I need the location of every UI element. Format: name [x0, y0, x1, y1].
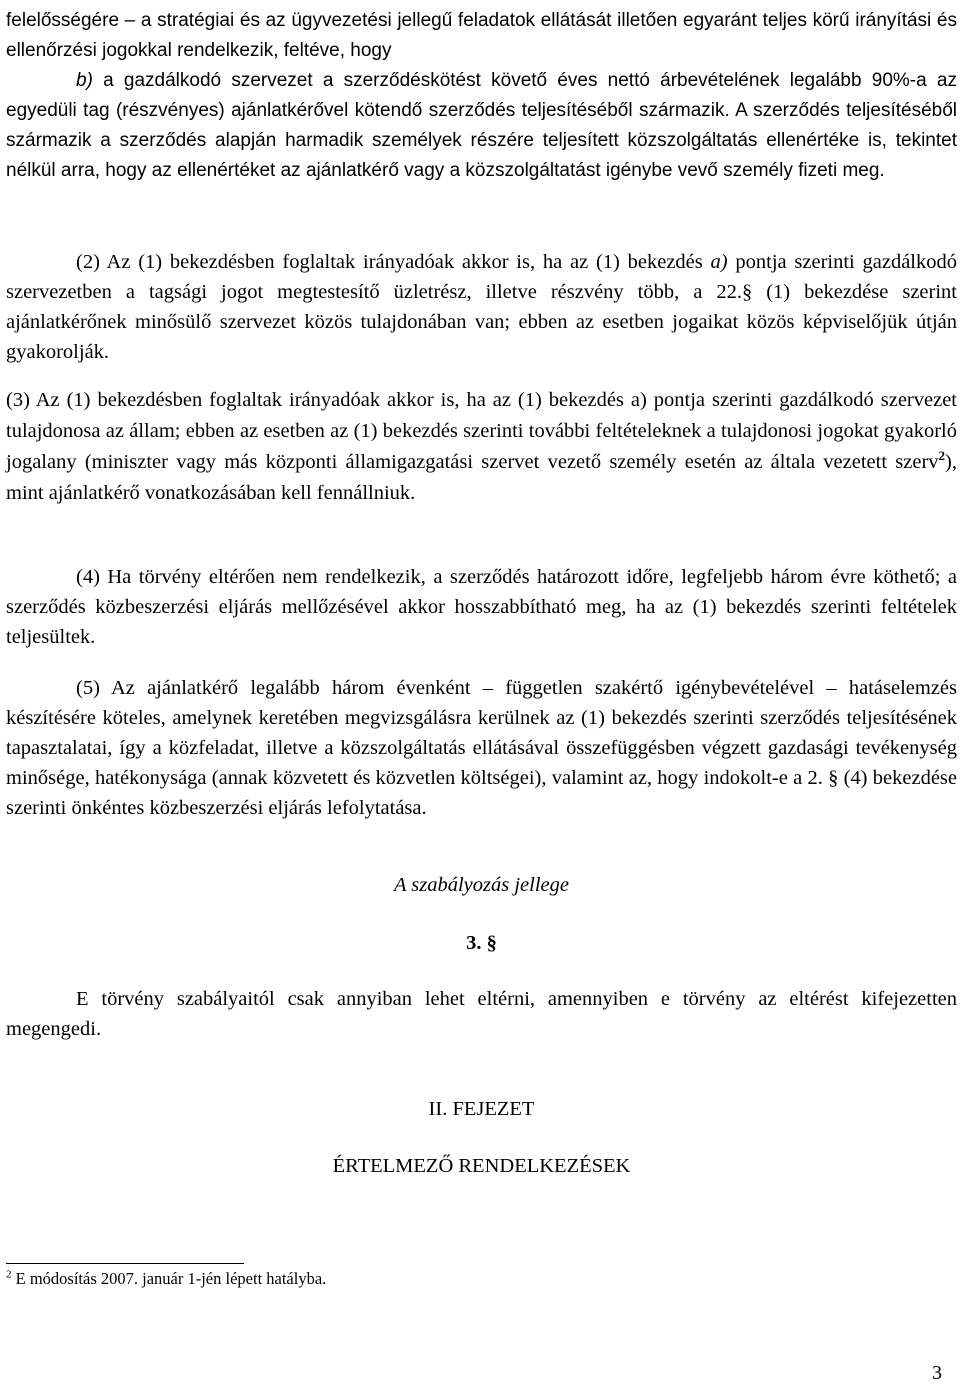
section-heading [6, 870, 957, 900]
para3-text-before: (3) Az (1) bekezdésben foglaltak irányadóak akkor is, ha az (1) bekezdés a) pontja szerinti gazdálkodó szervezet tulajdonosa az állam; ebben az esetben az (1) bekezdés szerinti további feltételeknek a tulajdonosi jogokat gyakorló jogalany (miniszter vagy más központi államigazgatási szervet vezető személy esetén az általa vezetett szerv [6, 389, 957, 473]
section-heading-text: A szabályozás jellege [394, 874, 569, 896]
page-number: 3 [932, 1362, 942, 1384]
footnote-separator [6, 1263, 244, 1264]
paragraph-5: (5) Az ajánlatkérő legalább három évenként – független szakértő igénybevételével – hatáselemzés készítésére köteles, amelynek keretében megvizsgálásra kerülnek az (1) bekezdés szerinti szerződés teljesítésének tapasztalatai, így a közfeladat, illetve a közszolgáltatás ellátásával összefüggésben végzett gazdasági tevékenység minősége, hatékonysága (annak közvetett és közvetlen költségei), valamint az, hogy indokolt-e a 2. § (4) bekezdése szerinti önkéntes közbeszerzési eljárás lefolytatása. [6, 677, 957, 819]
footnote-reference[interactable]: 2 [938, 448, 946, 464]
paragraph-2 [6, 247, 957, 367]
paragraph-point-b [6, 66, 957, 186]
point-b-text: a gazdálkodó szervezet a szerződéskötést követő éves nettó árbevételének legalább 90%-a az egyedüli tag (részvényes) ajánlatkérővel kötendő szerződés teljesítéséből származik. A szerződés teljesítéséből származik a szerződés alapján harmadik személyek részére teljesített közszolgáltatás ellenértéke is, tekintet nélkül arra, hogy az ellenértéket az ajánlatkérő vagy a közszolgáltatást igénybe vevő személy fizeti meg. [6, 70, 957, 181]
footnote [6, 1268, 326, 1290]
chapter-title: ÉRTELMEZŐ RENDELKEZÉSEK [332, 1155, 631, 1177]
footnote-marker: 2 [6, 1268, 12, 1281]
chapter-number: II. FEJEZET [428, 1098, 535, 1120]
para2-italic-ref: a) [710, 251, 728, 273]
para3-text-after: ), mint ajánlatkérő vonatkozásában kell fennállniuk. [6, 451, 957, 504]
paragraph-continuation: felelősségére – a stratégiai és az ügyvezetési jellegű feladatok ellátását illetően egyaránt teljes körű irányítási és ellenőrzési jogokkal rendelkezik, feltéve, hogy [6, 10, 957, 61]
para2-text-after: pontja szerinti gazdálkodó szervezetben a tagsági jogot megtestesítő üzletrész, illetve részvény több, a 22.§ (1) bekezdése szerint ajánlatkérőnek minősülő szervezet közös tulajdonában van; ebben az esetben jogaikat közös képviselőjük útján gyakorolják. [6, 251, 957, 363]
footnote-text: E módosítás 2007. január 1-jén lépett hatályba. [11, 1269, 327, 1288]
paragraph-6: E törvény szabályaitól csak annyiban lehet eltérni, amennyiben e törvény az eltérést kifejezetten megengedi. [6, 988, 957, 1040]
para2-text-before: (2) Az (1) bekezdésben foglaltak irányadóak akkor is, ha az (1) bekezdés [76, 251, 711, 273]
point-b-label: b) [76, 70, 93, 91]
paragraph-4: (4) Ha törvény eltérően nem rendelkezik, a szerződés határozott időre, legfeljebb három évre köthető; a szerződés közbeszerzési eljárás mellőzésével akkor hosszabbítható meg, ha az (1) bekezdés szerinti feltételek teljesültek. [6, 566, 957, 648]
paragraph-3 [6, 385, 957, 509]
section-number: 3. § [466, 932, 497, 954]
